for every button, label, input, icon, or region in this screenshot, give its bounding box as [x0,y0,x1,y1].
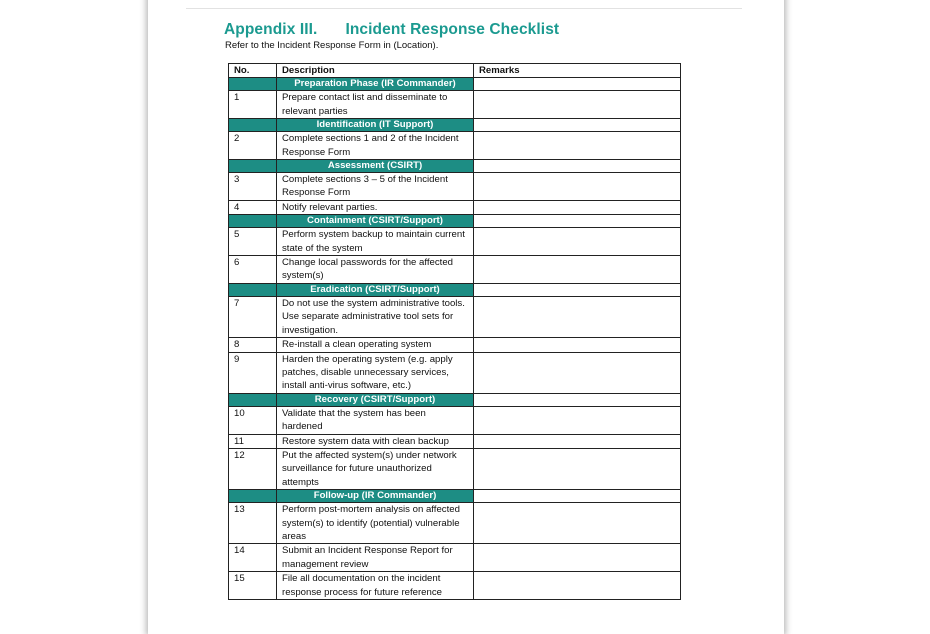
phase-remarks-cell [474,393,681,406]
table-row [229,448,681,489]
table-row [229,544,681,572]
phase-row [229,160,681,173]
table-row [229,572,681,600]
item-number: 12 [229,448,277,489]
item-description: File all documentation on the incident response process for future reference [277,572,474,600]
table-row [229,296,681,337]
phase-row [229,119,681,132]
item-number: 10 [229,406,277,434]
remarks-cell [474,544,681,572]
header-remarks: Remarks [474,64,681,78]
item-description: Submit an Incident Response Report for management review [277,544,474,572]
table-row [229,256,681,284]
phase-row [229,393,681,406]
phase-title: Eradication (CSIRT/Support) [277,283,474,296]
remarks-cell [474,256,681,284]
table-header-row [229,64,681,78]
table-row [229,91,681,119]
phase-remarks-cell [474,78,681,91]
phase-title: Assessment (CSIRT) [277,160,474,173]
item-number: 6 [229,256,277,284]
remarks-cell [474,434,681,448]
table-row [229,338,681,352]
item-description: Restore system data with clean backup [277,434,474,448]
phase-remarks-cell [474,283,681,296]
phase-row [229,283,681,296]
header-no: No. [229,64,277,78]
checklist-table [228,63,681,600]
phase-row [229,215,681,228]
phase-remarks-cell [474,215,681,228]
item-number: 9 [229,352,277,393]
item-description: Perform system backup to maintain current state of the system [277,228,474,256]
item-description: Notify relevant parties. [277,200,474,214]
item-description: Harden the operating system (e.g. apply patches, disable unnecessary services, install anti-virus software, etc.) [277,352,474,393]
phase-title: Recovery (CSIRT/Support) [277,393,474,406]
item-description: Complete sections 1 and 2 of the Incident Response Form [277,132,474,160]
item-number: 5 [229,228,277,256]
table-row [229,503,681,544]
header-rule [186,8,742,9]
item-number: 11 [229,434,277,448]
item-description: Validate that the system has been hardened [277,406,474,434]
phase-title: Identification (IT Support) [277,119,474,132]
remarks-cell [474,352,681,393]
remarks-cell [474,448,681,489]
item-description: Complete sections 3 – 5 of the Incident Response Form [277,173,474,201]
subtitle: Refer to the Incident Response Form in (Location). [225,40,439,51]
phase-remarks-cell [474,490,681,503]
remarks-cell [474,296,681,337]
phase-no-cell [229,283,277,296]
item-description: Prepare contact list and disseminate to relevant parties [277,91,474,119]
checklist-title: Incident Response Checklist [345,21,560,38]
table-row [229,173,681,201]
phase-no-cell [229,393,277,406]
phase-no-cell [229,215,277,228]
phase-no-cell [229,78,277,91]
table-row [229,228,681,256]
item-number: 8 [229,338,277,352]
table-row [229,352,681,393]
table-row [229,200,681,214]
header-description: Description [277,64,474,78]
item-number: 4 [229,200,277,214]
remarks-cell [474,503,681,544]
remarks-cell [474,338,681,352]
phase-remarks-cell [474,119,681,132]
remarks-cell [474,132,681,160]
item-description: Change local passwords for the affected system(s) [277,256,474,284]
phase-title: Containment (CSIRT/Support) [277,215,474,228]
remarks-cell [474,200,681,214]
phase-title: Follow-up (IR Commander) [277,490,474,503]
phase-no-cell [229,160,277,173]
table-row [229,434,681,448]
remarks-cell [474,572,681,600]
item-number: 1 [229,91,277,119]
item-description: Re-install a clean operating system [277,338,474,352]
item-description: Perform post-mortem analysis on affected system(s) to identify (potential) vulnerable areas [277,503,474,544]
appendix-label: Appendix III. [224,21,318,38]
item-number: 14 [229,544,277,572]
item-number: 7 [229,296,277,337]
phase-row [229,490,681,503]
phase-no-cell [229,490,277,503]
item-description: Do not use the system administrative tools. Use separate administrative tool sets for investigation. [277,296,474,337]
phase-row [229,78,681,91]
remarks-cell [474,91,681,119]
item-description: Put the affected system(s) under network surveillance for future unauthorized attempts [277,448,474,489]
phase-remarks-cell [474,160,681,173]
item-number: 13 [229,503,277,544]
item-number: 2 [229,132,277,160]
table-row [229,406,681,434]
phase-no-cell [229,119,277,132]
page-title [224,21,559,39]
remarks-cell [474,173,681,201]
item-number: 15 [229,572,277,600]
remarks-cell [474,406,681,434]
table-row [229,132,681,160]
phase-title: Preparation Phase (IR Commander) [277,78,474,91]
item-number: 3 [229,173,277,201]
remarks-cell [474,228,681,256]
